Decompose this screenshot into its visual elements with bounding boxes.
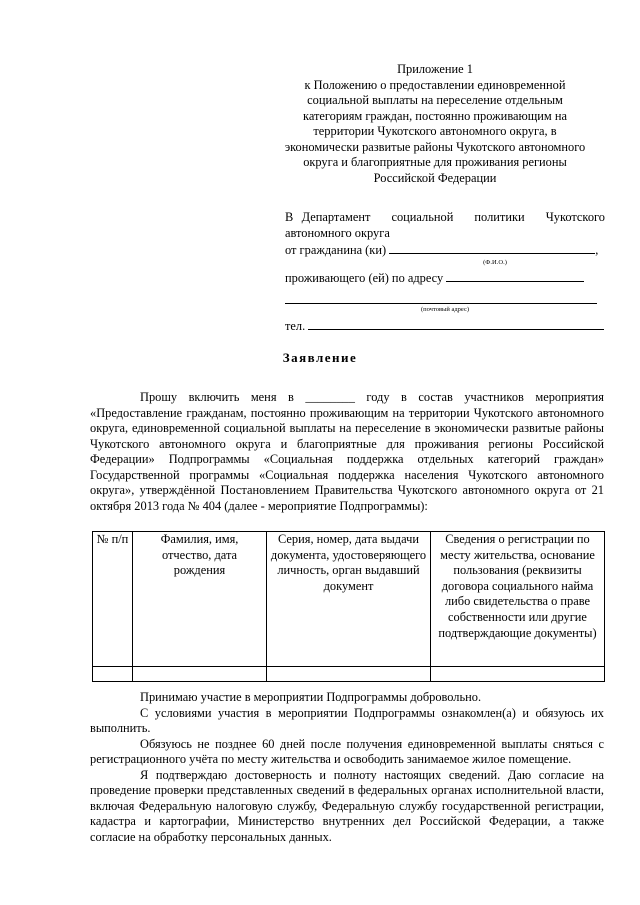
table-header-row — [93, 532, 605, 667]
from-comma: , — [595, 243, 599, 257]
from-label: от гражданина (ки) — [285, 243, 387, 257]
table-cell[interactable] — [431, 667, 605, 682]
declarations — [90, 690, 604, 845]
address-label: проживающего (ей) по адресу — [285, 270, 444, 285]
addressee-to-line — [285, 210, 605, 226]
table-row — [93, 667, 605, 682]
document-title: Заявление — [282, 350, 358, 365]
table-cell[interactable] — [133, 667, 267, 682]
table-cell[interactable] — [93, 667, 133, 682]
paragraph: С условиями участия в мероприятии Подпрограммы ознакомлен(а) и обязуюсь их выполнить. — [90, 705, 604, 735]
address-line — [285, 269, 605, 287]
to-prefix: В — [285, 210, 294, 224]
appendix-line: социальной выплаты на переселение отдельным — [307, 93, 563, 107]
address-field[interactable] — [446, 269, 584, 282]
table-cell[interactable] — [267, 667, 431, 682]
appendix-block — [270, 62, 600, 186]
from-line — [285, 241, 605, 259]
header-name: Фамилия, имя, отчество, дата рождения — [133, 532, 267, 667]
intro-paragraph — [90, 390, 604, 514]
header-registration: Сведения о регистрации по месту жительства, основание пользования (реквизиты договора социального найма либо свидетельства о праве собственности или другие подтверждающие документы) — [431, 532, 605, 667]
appendix-line: Российской Федерации — [373, 170, 497, 185]
appendix-line: категориям граждан, постоянно проживающим на — [302, 108, 567, 123]
to-department: Департамент социальной политики Чукотского — [301, 210, 605, 224]
appendix-line: экономически развитые районы Чукотского автономного — [284, 139, 586, 154]
applicants-table — [92, 531, 605, 682]
appendix-line: округа и благоприятные для проживания регионы — [303, 155, 567, 169]
phone-field[interactable] — [308, 317, 604, 330]
to-department-line2: автономного округа — [285, 225, 390, 240]
header-number: № п/п — [93, 532, 133, 667]
appendix-line: к Положению о предоставлении единовременной — [304, 77, 566, 92]
phone-line — [285, 317, 605, 335]
paragraph: Принимаю участие в мероприятии Подпрограммы добровольно. — [140, 690, 482, 704]
fio-field[interactable] — [389, 241, 595, 254]
appendix-line: территории Чукотского автономного округа, в — [313, 124, 557, 138]
phone-label: тел. — [285, 319, 306, 333]
appendix-line: Приложение 1 — [397, 62, 473, 76]
paragraph: Обязуюсь не позднее 60 дней после получения единовременной выплаты сняться с регистрационного учёта по месту жительства и освободить занимаемое жилое помещение. — [90, 736, 604, 766]
header-id-document: Серия, номер, дата выдачи документа, удостоверяющего личность, орган выдавший документ — [267, 532, 431, 667]
address-field-line2[interactable] — [285, 289, 597, 304]
postal-address-caption: (почтовый адрес) — [420, 306, 470, 313]
fio-caption: (Ф.И.О.) — [483, 258, 507, 266]
intro-text: Прошу включить меня в ________ году в состав участников мероприятия «Предоставление гражданам, постоянно проживающим на территории Чукотского автономного округа, единовременной социальной выплаты на переселение в экономически развитые районы Чукотского автономного округа и благоприятные для проживания регионы Российской Федерации» Подпрограммы «Социальная поддержка отдельных категорий граждан» Государственной программы «Социальная поддержка населения Чукотского автономного округа», утверждённой Постановлением Правительства Чукотского автономного округа от 21 октября 2013 года № 404 (далее - мероприятие Подпрограммы): — [90, 390, 604, 513]
paragraph: Я подтверждаю достоверность и полноту настоящих сведений. Даю согласие на проведение проверки представленных сведений в федеральных органах исполнительной власти, включая Федеральную налоговую службу, Федеральную службу государственной регистрации, кадастра и картографии, Министерство внутренних дел Российской Федерации, а также согласие на обработку персональных данных. — [90, 767, 604, 844]
addressee-block — [285, 210, 605, 335]
